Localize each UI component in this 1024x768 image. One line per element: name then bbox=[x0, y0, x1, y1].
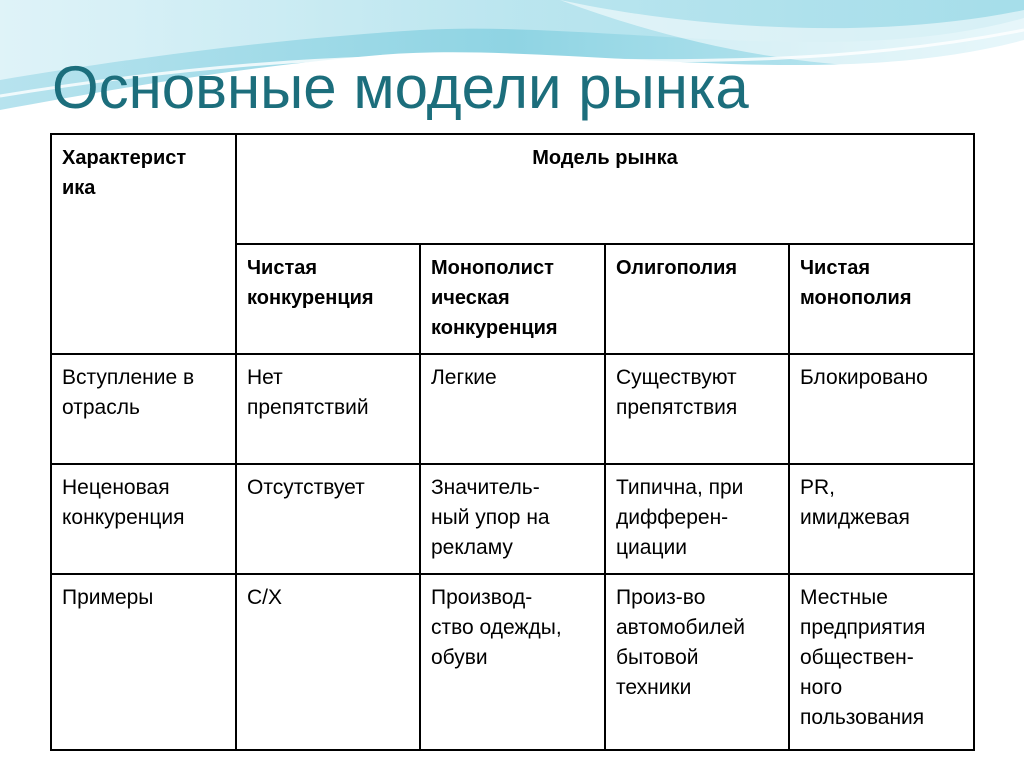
table-row-entry bbox=[51, 354, 974, 464]
characteristic-header-cell bbox=[51, 134, 236, 354]
row-label bbox=[51, 574, 236, 750]
model-name: Олигополия bbox=[616, 257, 738, 279]
model-name: Монополист ическая конкуренция bbox=[431, 257, 558, 339]
table-row-examples bbox=[51, 574, 974, 750]
table-cell bbox=[236, 574, 420, 750]
table-cell bbox=[605, 574, 789, 750]
model-header: Модель рынка bbox=[532, 147, 678, 169]
cell-text: С/Х bbox=[247, 586, 283, 609]
row-label bbox=[51, 354, 236, 464]
cell-text: Типична, при дифферен- циации bbox=[616, 476, 744, 559]
model-pure-monopoly bbox=[789, 244, 974, 354]
cell-text: Произ-во автомобилей бытовой техники bbox=[616, 586, 745, 699]
table-cell bbox=[789, 464, 974, 574]
row-label-text: Неценовая конкуренция bbox=[62, 476, 185, 529]
table-cell bbox=[420, 574, 605, 750]
cell-text: Нет препятствий bbox=[247, 366, 369, 419]
model-name: Чистая конкуренция bbox=[247, 257, 374, 309]
cell-text: Производ- ство одежды, обуви bbox=[431, 586, 562, 669]
table-cell bbox=[789, 354, 974, 464]
table-header-row bbox=[51, 134, 974, 244]
model-header-cell bbox=[236, 134, 974, 244]
market-models-table-wrapper bbox=[50, 133, 975, 751]
model-name: Чистая монополия bbox=[800, 257, 912, 309]
cell-text: Легкие bbox=[431, 366, 497, 389]
table-cell bbox=[420, 464, 605, 574]
table-row-nonprice bbox=[51, 464, 974, 574]
model-monopolistic-competition bbox=[420, 244, 605, 354]
cell-text: Блокировано bbox=[800, 366, 928, 389]
row-label bbox=[51, 464, 236, 574]
model-pure-competition bbox=[236, 244, 420, 354]
cell-text: Значитель- ный упор на рекламу bbox=[431, 476, 550, 559]
cell-text: Существуют препятствия bbox=[616, 366, 738, 419]
table-cell bbox=[420, 354, 605, 464]
cell-text: Отсутствует bbox=[247, 476, 365, 499]
cell-text: PR, имиджевая bbox=[800, 476, 910, 529]
slide-title: Основные модели рынка bbox=[52, 54, 749, 121]
characteristic-header: Характерист ика bbox=[62, 147, 187, 199]
table-cell bbox=[236, 464, 420, 574]
market-models-table bbox=[50, 133, 975, 751]
table-cell bbox=[789, 574, 974, 750]
table-cell bbox=[236, 354, 420, 464]
table-cell bbox=[605, 354, 789, 464]
cell-text: Местные предприятия обществен- ного пользования bbox=[800, 586, 926, 729]
model-oligopoly bbox=[605, 244, 789, 354]
row-label-text: Вступление в отрасль bbox=[62, 366, 195, 419]
row-label-text: Примеры bbox=[62, 586, 154, 609]
table-cell bbox=[605, 464, 789, 574]
